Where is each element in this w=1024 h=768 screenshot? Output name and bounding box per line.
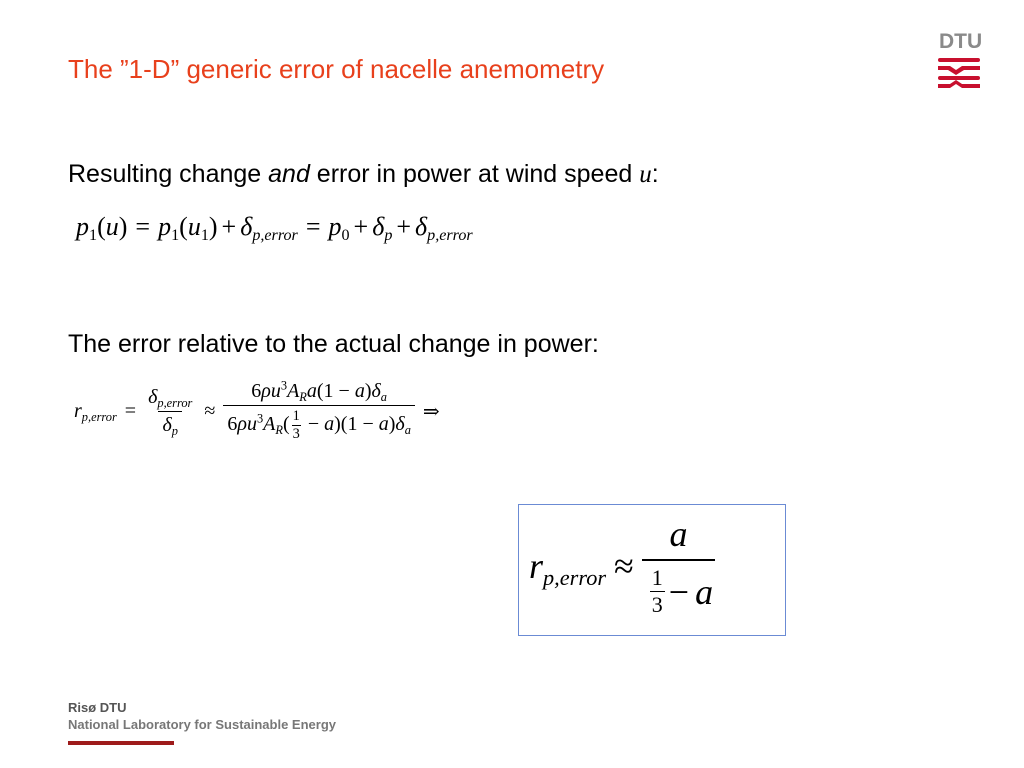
equation-relative-error: $r_{p,error}$ = $\frac{\delta_{p,error}}{\delta_p}$ ≈ $6\rho u^3A_Ra(1 - a)\delta_a$ $6\rho u^3A_R$( $\frac{1}{3}$ − $a)(1 - a)\delta_a$ ⇒ [74, 378, 440, 442]
intro-variable: u [639, 161, 652, 188]
intro-text-after: error in power at wind speed [309, 160, 640, 188]
intro-emphasis: and [268, 160, 310, 188]
intro-colon: : [651, 160, 659, 188]
result-equation: $r_{p,error}$ ≈ a $\frac{1}{3}$ − a [529, 514, 714, 617]
intro-text-before: Resulting change [68, 160, 269, 188]
relative-error-heading: The error relative to the actual change in power: [68, 330, 599, 358]
dtu-logo [936, 30, 982, 92]
dtu-wave-logo-icon [938, 58, 980, 90]
footer-lab-name: National Laboratory for Sustainable Energy [68, 717, 336, 732]
dtu-wordmark: DTU [939, 30, 983, 53]
footer-organization: Risø DTU [68, 700, 127, 715]
footer-accent-bar [68, 741, 174, 745]
result-box [518, 504, 786, 636]
intro-line [68, 160, 659, 189]
slide-title: The ”1-D” generic error of nacelle anemometry [68, 54, 605, 84]
equation-power-change: $p_1(u) = p_1(u_1) + \delta_{p,error} = p_0 + \delta_p + \delta_{p,error}$ [76, 212, 473, 245]
